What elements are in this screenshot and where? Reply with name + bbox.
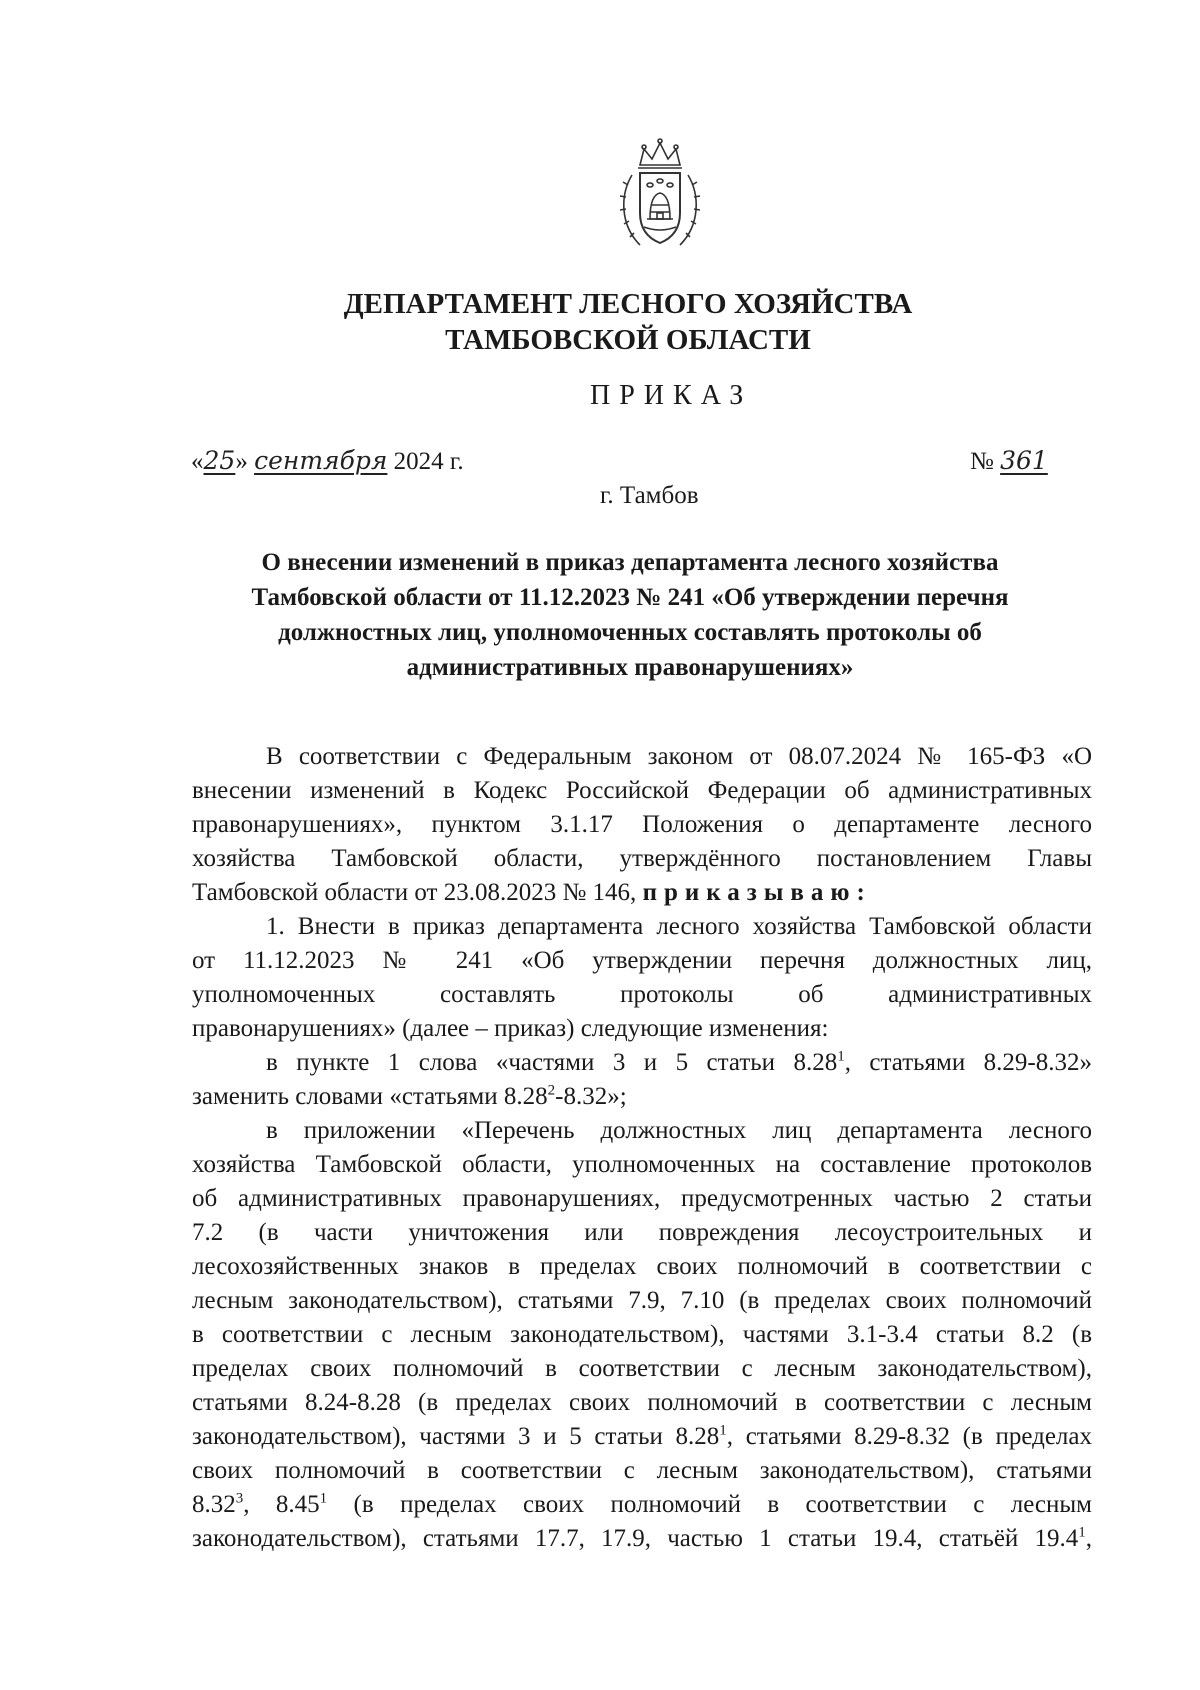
document-title: [200, 545, 1060, 685]
date-year: 2024 г.: [393, 448, 464, 475]
document-date: [191, 446, 464, 476]
body-text: законодательством), частями 3 и 5 статьи 8.28: [192, 1423, 720, 1450]
body-line: [192, 876, 1092, 910]
body-line: статьями 8.24-8.28 (в пределах своих полномочий в соответствии с лесным: [192, 1389, 1092, 1416]
date-month-handwritten: сентября: [254, 446, 388, 475]
body-line: своих полномочий в соответствии с лесным законодательством), статьями: [192, 1457, 1092, 1484]
organization-name-line2: ТАМБОВСКОЙ ОБЛАСТИ: [445, 324, 811, 356]
title-line: должностных лиц, уполномоченных составлять протоколы об: [278, 619, 982, 646]
superscript: 1: [319, 1490, 328, 1507]
body-line: В соответствии с Федеральным законом от 08.07.2024 № 165-ФЗ «О: [266, 743, 1092, 770]
body-line: лесным законодательством), статьями 7.9, 7.10 (в пределах своих полномочий: [192, 1287, 1092, 1314]
body-line: [192, 1046, 1092, 1080]
document-body: [192, 740, 1092, 1556]
body-line: [192, 1420, 1092, 1454]
body-line: в приложении «Перечень должностных лиц департамента лесного: [266, 1117, 1092, 1144]
body-line: внесении изменений в Кодекс Российской Федерации об административных: [192, 777, 1092, 804]
superscript: 1: [837, 1048, 845, 1065]
body-text: Тамбовской области от 23.08.2023 № 146,: [192, 879, 637, 906]
body-text: ,: [1085, 1525, 1092, 1552]
superscript: 1: [719, 1422, 727, 1439]
body-line: лесохозяйственных знаков в пределах своих полномочий в соответствии с: [192, 1253, 1092, 1280]
body-text: в пункте 1 слова «частями 3 и 5 статьи 8.28: [266, 1049, 838, 1076]
body-line: пределах своих полномочий в соответствии с лесным законодательством),: [192, 1355, 1092, 1382]
body-text: 8.32: [192, 1491, 236, 1518]
number-prefix: №: [970, 448, 994, 475]
body-line: хозяйства Тамбовской области, уполномоченных на составление протоколов: [192, 1151, 1092, 1178]
date-close-quote: »: [235, 448, 248, 475]
body-line: правонарушениях» (далее – приказ) следующие изменения:: [192, 1015, 829, 1042]
date-open-quote: «: [191, 448, 204, 475]
body-text: , статьями 8.29-8.32»: [844, 1049, 1092, 1076]
title-line: административных правонарушениях»: [406, 654, 854, 681]
body-line: от 11.12.2023 № 241 «Об утверждении перечня должностных лиц,: [192, 947, 1092, 974]
body-text: (в пределах своих полномочий в соответствии с лесным: [327, 1491, 1093, 1518]
document-city: г. Тамбов: [600, 482, 699, 509]
body-text: законодательством), статьями 17.7, 17.9, частью 1 статьи 19.4, статьёй 19.4: [192, 1525, 1079, 1552]
superscript: 1: [1078, 1524, 1086, 1541]
body-line: хозяйства Тамбовской области, утверждённого постановлением Главы: [192, 845, 1092, 872]
coat-of-arms-emblem: [610, 135, 710, 255]
superscript: 3: [235, 1490, 244, 1507]
date-day-handwritten: 25: [203, 446, 236, 475]
body-text: -8.32»;: [555, 1083, 627, 1110]
body-text: , 8.45: [243, 1491, 320, 1518]
body-line: [192, 1488, 1092, 1522]
order-keyword: приказываю:: [642, 879, 872, 906]
body-line: 7.2 (в части уничтожения или повреждения лесоустроительных и: [192, 1219, 1092, 1246]
body-text: , статьями 8.29-8.32 (в пределах: [726, 1423, 1092, 1450]
body-line: об административных правонарушениях, предусмотренных частью 2 статьи: [192, 1185, 1092, 1212]
body-line: правонарушениях», пунктом 3.1.17 Положения о департаменте лесного: [192, 811, 1092, 838]
body-text: заменить словами «статьями 8.28: [192, 1083, 548, 1110]
body-line: уполномоченных составлять протоколы об административных: [192, 981, 1092, 1008]
number-value-handwritten: 361: [1000, 446, 1048, 475]
organization-name-line1: ДЕПАРТАМЕНТ ЛЕСНОГО ХОЗЯЙСТВА: [343, 288, 913, 320]
body-line: [192, 1080, 1092, 1114]
document-type: ПРИКАЗ: [590, 380, 753, 411]
document-number: [970, 446, 1048, 476]
title-line: Тамбовской области от 11.12.2023 № 241 «Об утверждении перечня: [251, 584, 1009, 611]
superscript: 2: [547, 1082, 556, 1099]
title-line: О внесении изменений в приказ департамента лесного хозяйства: [261, 549, 999, 576]
body-line: в соответствии с лесным законодательством), частями 3.1-3.4 статьи 8.2 (в: [192, 1321, 1092, 1348]
body-line: [192, 1522, 1092, 1556]
body-line: 1. Внести в приказ департамента лесного хозяйства Тамбовской области: [266, 913, 1092, 940]
